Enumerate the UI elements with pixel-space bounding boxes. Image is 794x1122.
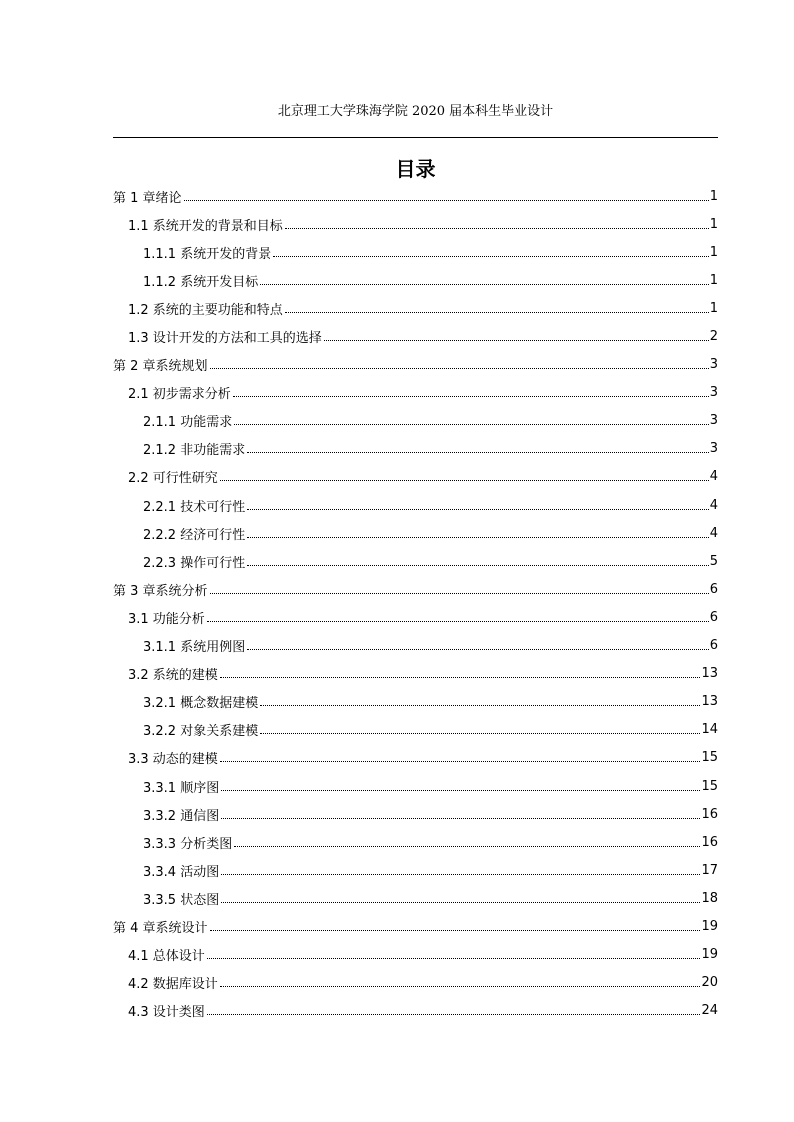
toc-entry-text: 3.1 功能分析 (128, 611, 205, 627)
toc-dot-leader (220, 480, 709, 481)
toc-entry[interactable] (113, 856, 718, 884)
toc-dot-leader (207, 621, 709, 622)
toc-entry[interactable] (113, 575, 718, 603)
toc-page-number: 1 (709, 272, 718, 288)
toc-entry[interactable] (113, 688, 718, 716)
toc-dot-leader (247, 509, 709, 510)
toc-dot-leader (285, 312, 709, 313)
toc-entry[interactable] (113, 210, 718, 238)
toc-entry-text: 3.3.5 状态图 (143, 892, 220, 908)
toc-page-number: 18 (701, 890, 718, 906)
toc-entry[interactable] (113, 941, 718, 969)
toc-entry-text: 1.3 设计开发的方法和工具的选择 (128, 331, 322, 347)
toc-entry-text: 2.2.3 操作可行性 (143, 555, 246, 571)
toc-entry[interactable] (113, 547, 718, 575)
toc-page-number: 1 (709, 244, 718, 260)
toc-dot-leader (247, 452, 709, 453)
toc-dot-leader (221, 874, 700, 875)
toc-entry-text: 4.1 总体设计 (128, 949, 205, 965)
toc-dot-leader (210, 368, 709, 369)
toc-entry[interactable] (113, 435, 718, 463)
toc-entry-text: 3.2.1 概念数据建模 (143, 696, 259, 712)
toc-page-number: 4 (709, 469, 718, 485)
toc-dot-leader (234, 424, 709, 425)
toc-dot-leader (221, 902, 700, 903)
toc-page-number: 4 (709, 525, 718, 541)
toc-entry[interactable] (113, 632, 718, 660)
toc-dot-leader (247, 537, 709, 538)
toc-entry-text: 3.3.2 通信图 (143, 808, 220, 824)
toc-dot-leader (210, 930, 701, 931)
toc-entry-text: 3.3.1 顺序图 (143, 780, 220, 796)
toc-page-number: 15 (701, 750, 718, 766)
toc-dot-leader (273, 256, 709, 257)
toc-entry[interactable] (113, 884, 718, 912)
toc-title: 目录 (395, 157, 436, 181)
toc-entry-text: 1.1 系统开发的背景和目标 (128, 218, 283, 234)
toc-entry[interactable] (113, 744, 718, 772)
toc-entry-text: 4.3 设计类图 (128, 1005, 205, 1021)
table-of-contents (113, 182, 718, 1025)
toc-page-number: 3 (709, 357, 718, 373)
toc-page-number: 1 (709, 300, 718, 316)
toc-entry-text: 2.2.1 技术可行性 (143, 499, 246, 515)
toc-entry-text: 2.1.2 非功能需求 (143, 443, 246, 459)
toc-entry-text: 3.3 动态的建模 (128, 752, 218, 768)
toc-page-number: 4 (709, 497, 718, 513)
toc-entry[interactable] (113, 828, 718, 856)
toc-dot-leader (207, 958, 701, 959)
toc-entry-text: 3.2.2 对象关系建模 (143, 724, 259, 740)
toc-page-number: 6 (709, 609, 718, 625)
toc-entry[interactable] (113, 772, 718, 800)
toc-entry-text: 第 1 章绪论 (113, 190, 182, 206)
toc-entry[interactable] (113, 322, 718, 350)
toc-dot-leader (207, 1014, 701, 1015)
toc-dot-leader (260, 733, 700, 734)
toc-page-number: 6 (709, 638, 718, 654)
toc-page-number: 3 (709, 413, 718, 429)
toc-dot-leader (247, 565, 709, 566)
toc-entry[interactable] (113, 997, 718, 1025)
toc-entry-text: 2.1 初步需求分析 (128, 387, 231, 403)
toc-entry-text: 4.2 数据库设计 (128, 977, 218, 993)
toc-entry-text: 2.1.1 功能需求 (143, 415, 233, 431)
toc-page-number: 14 (701, 722, 718, 738)
toc-entry[interactable] (113, 800, 718, 828)
toc-entry[interactable] (113, 716, 718, 744)
toc-entry-text: 2.2 可行性研究 (128, 471, 218, 487)
toc-dot-leader (234, 846, 700, 847)
toc-dot-leader (324, 340, 709, 341)
toc-page-number: 3 (709, 385, 718, 401)
toc-dot-leader (285, 228, 709, 229)
toc-entry[interactable] (113, 351, 718, 379)
toc-entry[interactable] (113, 238, 718, 266)
toc-page-number: 20 (701, 975, 718, 991)
toc-entry[interactable] (113, 379, 718, 407)
header-rule (113, 137, 718, 138)
toc-page-number: 1 (709, 216, 718, 232)
toc-entry-text: 3.3.3 分析类图 (143, 836, 233, 852)
toc-entry[interactable] (113, 463, 718, 491)
toc-entry[interactable] (113, 969, 718, 997)
toc-page-number: 5 (709, 553, 718, 569)
toc-dot-leader (184, 200, 709, 201)
toc-page-number: 24 (701, 1003, 718, 1019)
toc-entry-text: 第 3 章系统分析 (113, 583, 208, 599)
toc-dot-leader (210, 593, 709, 594)
toc-entry[interactable] (113, 182, 718, 210)
toc-entry[interactable] (113, 912, 718, 940)
toc-page-number: 3 (709, 441, 718, 457)
toc-dot-leader (220, 677, 701, 678)
toc-dot-leader (221, 790, 700, 791)
toc-page-number: 19 (701, 947, 718, 963)
toc-entry-text: 3.3.4 活动图 (143, 864, 220, 880)
toc-entry[interactable] (113, 660, 718, 688)
toc-entry-text: 1.1.1 系统开发的背景 (143, 246, 272, 262)
toc-page-number: 19 (701, 918, 718, 934)
toc-entry-text: 1.1.2 系统开发目标 (143, 274, 259, 290)
toc-entry[interactable] (113, 603, 718, 631)
toc-entry[interactable] (113, 407, 718, 435)
toc-page-number: 13 (701, 694, 718, 710)
toc-entry[interactable] (113, 266, 718, 294)
toc-dot-leader (260, 705, 700, 706)
toc-entry-text: 第 2 章系统规划 (113, 359, 208, 375)
toc-page-number: 1 (709, 188, 718, 204)
toc-page-number: 16 (701, 834, 718, 850)
running-header: 北京理工大学珠海学院 2020 届本科生毕业设计 (277, 104, 554, 119)
toc-entry-text: 3.2 系统的建模 (128, 668, 218, 684)
toc-dot-leader (220, 761, 701, 762)
toc-entry-text: 1.2 系统的主要功能和特点 (128, 302, 283, 318)
toc-page-number: 13 (701, 666, 718, 682)
toc-entry[interactable] (113, 294, 718, 322)
toc-page-number: 16 (701, 806, 718, 822)
toc-dot-leader (233, 396, 709, 397)
toc-page-number: 6 (709, 581, 718, 597)
toc-dot-leader (247, 649, 709, 650)
toc-page-number: 2 (709, 329, 718, 345)
toc-dot-leader (220, 986, 701, 987)
toc-page-number: 17 (701, 862, 718, 878)
toc-entry[interactable] (113, 491, 718, 519)
toc-dot-leader (221, 818, 700, 819)
toc-entry-text: 3.1.1 系统用例图 (143, 640, 246, 656)
toc-entry-text: 第 4 章系统设计 (113, 920, 208, 936)
toc-entry[interactable] (113, 519, 718, 547)
toc-dot-leader (260, 284, 709, 285)
toc-entry-text: 2.2.2 经济可行性 (143, 527, 246, 543)
toc-page-number: 15 (701, 778, 718, 794)
